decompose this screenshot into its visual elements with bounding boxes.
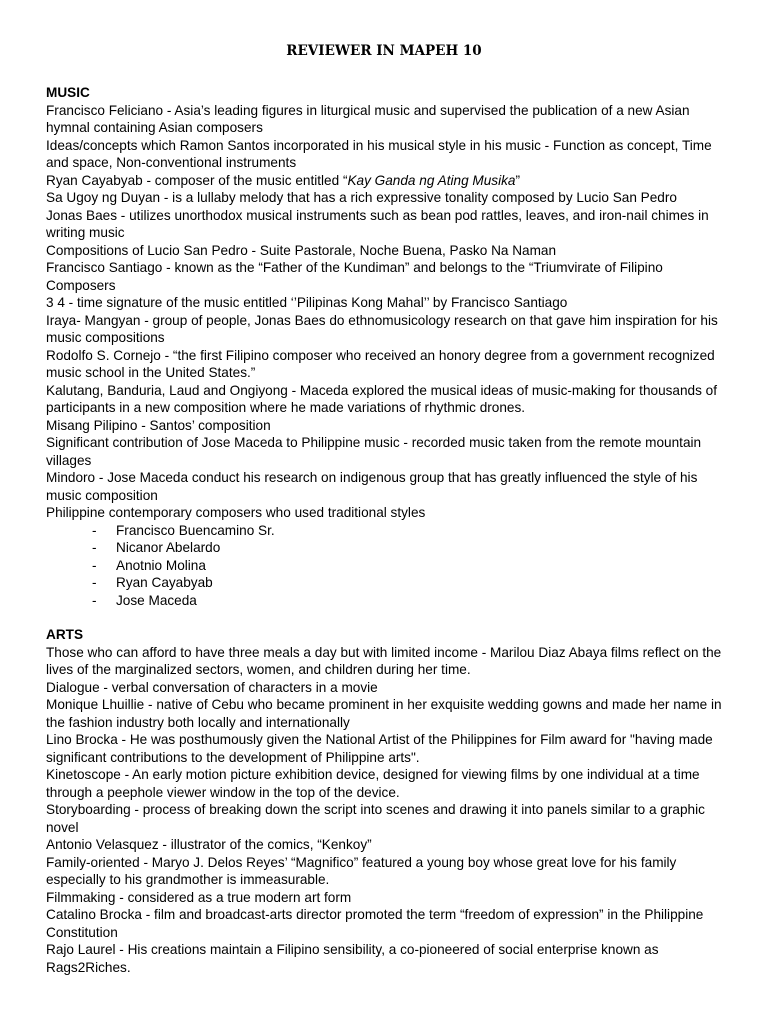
entry-text: ” bbox=[515, 172, 521, 188]
music-entry: Francisco Santiago - known as the “Father of the Kundiman” and belongs to the “Triumvirate of Filipino Composers bbox=[46, 260, 663, 293]
music-entry: Kalutang, Banduria, Laud and Ongiyong - Maceda explored the musical ideas of music-making for thousands of participants in a new composition where he made variations of rhythmic drones. bbox=[46, 382, 718, 415]
music-entry: Compositions of Lucio San Pedro - Suite Pastorale, Noche Buena, Pasko Na Naman bbox=[46, 242, 557, 258]
list-dash: - bbox=[92, 540, 97, 555]
music-entry: Mindoro - Jose Maceda conduct his research on indigenous group that has greatly influenced the style of his music composition bbox=[46, 470, 698, 503]
music-entry-ryan bbox=[46, 172, 726, 190]
arts-entry: Rajo Laurel - His creations maintain a Filipino sensibility, a co-pioneered of social enterprise known as Rags2Riches. bbox=[46, 942, 659, 975]
music-entry: Philippine contemporary composers who used traditional styles bbox=[46, 505, 426, 520]
page-title: REVIEWER IN MAPEH 10 bbox=[286, 43, 482, 59]
music-entry: Iraya- Mangyan - group of people, Jonas Baes do ethnomusicology research on that gave him inspiration for his music compositions bbox=[46, 312, 718, 345]
arts-entry: Kinetoscope - An early motion picture exhibition device, designed for viewing films by one individual at a time through a peephole viewer window in the top of the device. bbox=[46, 767, 700, 800]
composer-name: Ryan Cayabyab bbox=[116, 575, 213, 590]
document-body bbox=[46, 84, 726, 976]
arts-entry: Monique Lhuillie - native of Cebu who became prominent in her exquisite wedding gowns and made her name in the fashion industry both locally and internationally bbox=[46, 697, 722, 730]
list-item bbox=[46, 522, 726, 540]
composer-name: Nicanor Abelardo bbox=[116, 540, 221, 555]
arts-entry: Storyboarding - process of breaking down the script into scenes and drawing it into panels similar to a graphic novel bbox=[46, 802, 705, 835]
music-entry: 3 4 - time signature of the music entitled ‘’Pilipinas Kong Mahal’’ by Francisco Santiago bbox=[46, 295, 568, 310]
composer-name: Anotnio Molina bbox=[116, 557, 206, 573]
list-item bbox=[46, 539, 726, 557]
list-dash: - bbox=[92, 575, 97, 590]
arts-entry: Family-oriented - Maryo J. Delos Reyes’ “Magnifico” featured a young boy whose great love for his family especially to his grandmother is immeasurable. bbox=[46, 854, 677, 887]
music-entry: Misang Pilipino - Santos’ composition bbox=[46, 417, 271, 433]
arts-entry: Catalino Brocka - film and broadcast-arts director promoted the term “freedom of expression” in the Philippine Constitution bbox=[46, 907, 704, 940]
list-item bbox=[46, 574, 726, 592]
music-entry: Rodolfo S. Cornejo - “the first Filipino composer who received an honory degree from a government recognized music school in the United States.” bbox=[46, 347, 715, 380]
list-dash: - bbox=[92, 522, 97, 538]
arts-entry: Those who can afford to have three meals a day but with limited income - Marilou Diaz Abaya films reflect on the lives of the marginalized sectors, women, and children during her time. bbox=[46, 644, 722, 677]
arts-entry: Dialogue - verbal conversation of characters in a movie bbox=[46, 679, 378, 695]
music-entry: Ideas/concepts which Ramon Santos incorporated in his musical style in his music - Function as concept, Time and space, Non-conventional instruments bbox=[46, 137, 712, 170]
composer-name: Jose Maceda bbox=[116, 592, 197, 608]
arts-heading: ARTS bbox=[46, 627, 84, 642]
list-item bbox=[46, 557, 726, 575]
music-entry: Francisco Feliciano - Asia’s leading figures in liturgical music and supervised the publication of a new Asian hymnal containing Asian composers bbox=[46, 102, 690, 135]
composer-name: Francisco Buencamino Sr. bbox=[116, 522, 275, 538]
music-entry: Sa Ugoy ng Duyan - is a lullaby melody that has a rich expressive tonality composed by Lucio San Pedro bbox=[46, 190, 677, 205]
section-gap bbox=[46, 609, 726, 626]
list-dash: - bbox=[92, 592, 97, 608]
arts-entry: Antonio Velasquez - illustrator of the comics, “Kenkoy” bbox=[46, 837, 372, 852]
arts-entry: Lino Brocka - He was posthumously given the National Artist of the Philippines for Film award for "having made significant contributions to the development of Philippine arts". bbox=[46, 732, 713, 765]
list-dash: - bbox=[92, 557, 97, 573]
entry-text: Ryan Cayabyab - composer of the music entitled “ bbox=[46, 172, 348, 188]
song-title: Kay Ganda ng Ating Musika bbox=[347, 172, 516, 188]
music-heading: MUSIC bbox=[46, 85, 90, 100]
arts-entry: Filmmaking - considered as a true modern art form bbox=[46, 889, 352, 905]
composer-list bbox=[46, 522, 726, 610]
music-entry: Jonas Baes - utilizes unorthodox musical instruments such as bean pod rattles, leaves, and iron-nail chimes in writing music bbox=[46, 207, 709, 240]
music-entry: Significant contribution of Jose Maceda to Philippine music - recorded music taken from the remote mountain villages bbox=[46, 435, 702, 468]
list-item bbox=[46, 592, 726, 610]
